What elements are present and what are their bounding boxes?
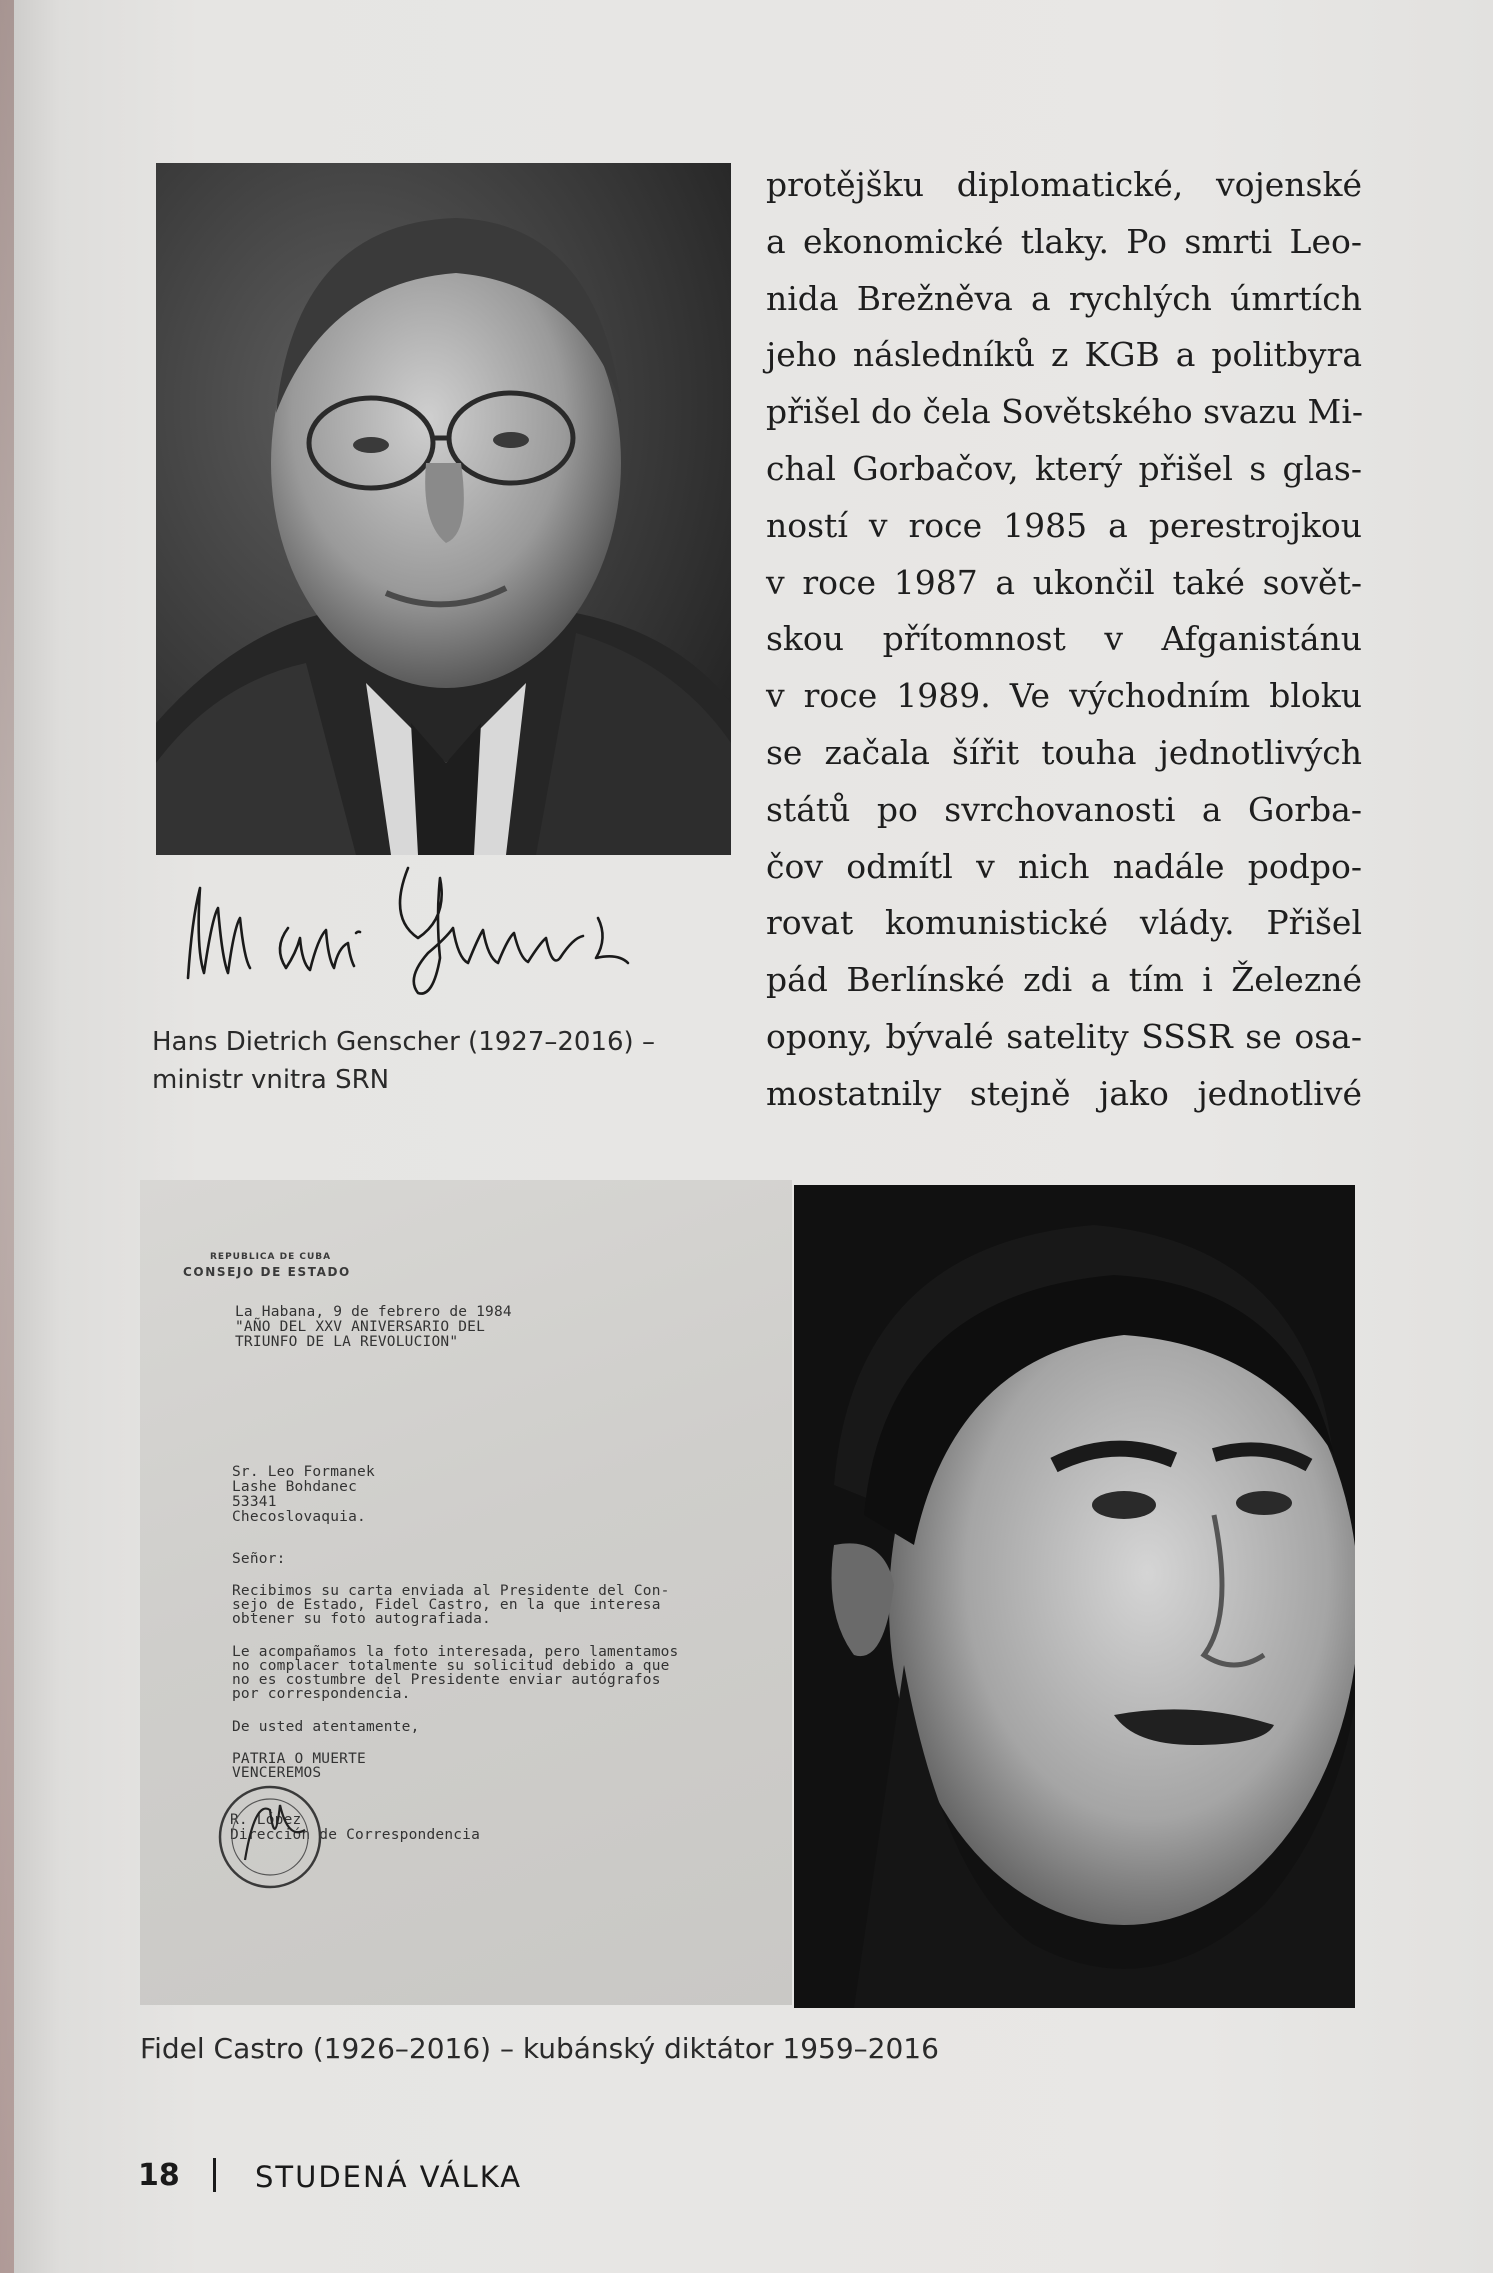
letter-header-council: CONSEJO DE ESTADO [183,1265,351,1279]
castro-office-letter [140,1180,792,2005]
official-stamp-icon [210,1780,340,1890]
letter-salutation: Señor: [232,1551,286,1567]
letter-paragraph-2-line: no complacer totalmente su solicitud debido a que [232,1658,670,1674]
body-line: v roce 1987 a ukončil také sovět- [766,562,1362,602]
letter-header-republic: REPUBLICA DE CUBA [210,1252,332,1262]
body-line: mostatnily stejně jako jednotlivé [766,1073,1362,1113]
letter-closing: De usted atentamente, [232,1719,420,1735]
body-line: a ekonomické tlaky. Po smrti Leo- [766,221,1362,261]
genscher-portrait-photo [156,163,731,855]
body-line: protějšku diplomatické, vojenské [766,165,1362,204]
letter-address-3: 53341 [232,1494,277,1510]
castro-caption: Fidel Castro (1926–2016) – kubánský diktátor 1959–2016 [140,2032,939,2065]
castro-portrait-photo [794,1185,1355,2008]
body-paragraph [766,157,1362,1123]
letter-paragraph-1-line: obtener su foto autografiada. [232,1611,491,1627]
letter-paragraph-2-line: no es costumbre del Presidente enviar autógrafos [232,1672,661,1688]
body-line: opony, bývalé satelity SSSR se osa- [766,1016,1362,1056]
genscher-caption-line-1: Hans Dietrich Genscher (1927–2016) – [152,1027,655,1057]
genscher-caption [152,1023,655,1099]
body-line: chal Gorbačov, který přišel s glas- [766,448,1362,488]
letter-paragraph-2-line: por correspondencia. [232,1686,411,1702]
letter-dateline-2: "AÑO DEL XXV ANIVERSARIO DEL [235,1319,486,1335]
body-line: pád Berlínské zdi a tím i Železné [766,960,1362,1000]
page-edge [0,0,14,2273]
body-line: přišel do čela Sovětského svazu Mi- [766,392,1364,432]
letter-paragraph-2-line: Le acompañamos la foto interesada, pero lamentamos [232,1644,679,1660]
body-line: jeho následníků z KGB a politbyra [766,335,1362,375]
body-line: ností v roce 1985 a perestrojkou [766,505,1362,545]
letter-signatory-name: R. López [230,1812,302,1828]
body-line: se začala šířit touha jednotlivých [766,732,1362,772]
running-head: STUDENÁ VÁLKA [255,2160,523,2194]
letter-paragraph-1-line: Recibimos su carta enviada al Presidente del Con- [232,1583,670,1599]
body-line: čov odmítl v nich nadále podpo- [766,846,1362,886]
body-line: nida Brežněva a rychlých úmrtích [766,278,1362,318]
letter-address-1: Sr. Leo Formanek [232,1464,375,1480]
letter-motto-1: PATRIA O MUERTE [232,1751,366,1767]
body-line: skou přítomnost v Afganistánu [766,619,1362,659]
letter-address-2: Lashe Bohdanec [232,1479,358,1495]
body-line: v roce 1989. Ve východním bloku [766,676,1362,716]
letter-signatory-title: Dirección de Correspondencia [230,1827,481,1843]
body-line: států po svrchovanosti a Gorba- [766,789,1362,829]
folio-divider [213,2158,216,2192]
letter-address-4: Checoslovaquia. [232,1509,366,1525]
page-number: 18 [138,2158,180,2193]
letter-paragraph-1-line: sejo de Estado, Fidel Castro, en la que interesa [232,1597,661,1613]
body-line: rovat komunistické vlády. Přišel [766,903,1362,943]
letter-dateline-3: TRIUNFO DE LA REVOLUCION" [235,1334,459,1350]
letter-dateline-1: La Habana, 9 de febrero de 1984 [235,1304,512,1320]
genscher-signature-icon [178,858,668,1008]
genscher-caption-line-2: ministr vnitra SRN [152,1065,390,1095]
letter-motto-2: VENCEREMOS [232,1765,322,1781]
